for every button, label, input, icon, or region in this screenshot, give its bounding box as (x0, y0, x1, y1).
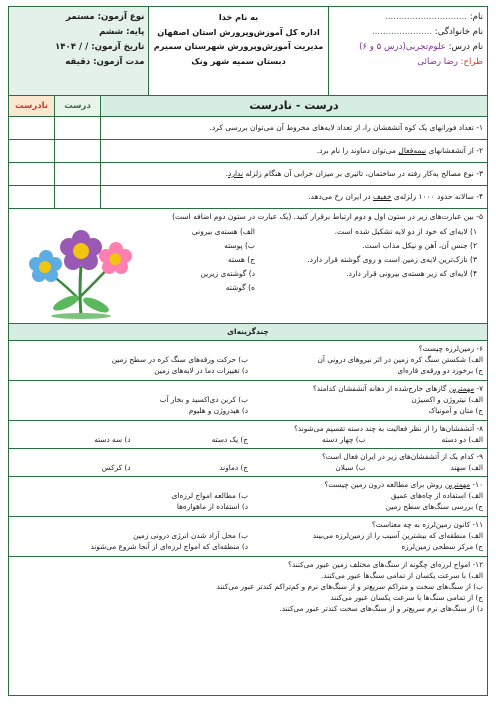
mc-question-7 (9, 381, 487, 421)
tf-underlined: خفیف (373, 192, 392, 201)
tf-row (9, 163, 487, 186)
mc-question-10 (9, 477, 487, 517)
mc-options (13, 434, 483, 445)
mc-section-title: چندگزینه‌ای (9, 324, 487, 341)
mc-option[interactable]: ج) از تمامی سنگ‌ها با سرعت یکسان عبور می‌کنند (330, 593, 483, 602)
mc-question-12 (9, 557, 487, 619)
wrong-header: نادرست (9, 96, 54, 116)
matching-prompt: ۵- بین عبارت‌های زیر در ستون اول و دوم ارتباط برقرار کنید. (یک عبارت در ستون دوم اضافه است) (172, 212, 483, 221)
mc-option[interactable]: د) منطقه‌ای که امواج لرزه‌ای از آنجا شروع می‌شوند (90, 542, 248, 551)
mc-option[interactable]: ب) سبلان (335, 463, 366, 472)
mc-options (13, 530, 483, 552)
mc-prompt-underlined: مهمترین (448, 384, 475, 393)
mc-prompt: ۷- مهمترین گازهای خارج‌شده از دهانه آتشفشان کدامند؟ (312, 384, 483, 393)
mc-question-6 (9, 341, 487, 381)
mc-option[interactable]: الف) دو دسته (441, 435, 483, 444)
matching-option: الف) هسته‌ی بیرونی (191, 227, 255, 236)
exam-sheet (8, 6, 488, 696)
family-label: نام خانوادگی: (434, 27, 483, 37)
tf-question (100, 140, 487, 162)
matching-option: د) گوشته‌ی زیرین (200, 269, 255, 278)
matching-option: ب) پوسته (224, 241, 255, 250)
exam-type: نوع آزمون: مستمر (65, 12, 145, 22)
mc-option[interactable]: د) از سنگ‌های نرم سریع‌تر و از سنگ‌های سخت کندتر عبور می‌کنند. (279, 604, 483, 613)
exam-info (9, 7, 148, 95)
tf-row (9, 186, 487, 209)
matching-item: ۳) نازک‌ترین لایه‌ی زمین است و روی گوشته قرار دارد. (307, 255, 477, 264)
mc-option[interactable]: د) استفاده از ماهواره‌ها (176, 502, 248, 511)
mc-option[interactable]: الف) منطقه‌ای که بیشترین آسیب را از زمین‌لرزه می‌بیند (312, 531, 483, 540)
tf-correct-box[interactable] (54, 163, 100, 185)
matching-item: ۲) جنس آن، آهن و نیکل مذاب است. (362, 241, 477, 250)
tf-text-end: می‌توان دماوند را نام برد. (316, 146, 399, 155)
mc-prompt: ۱۱- کانون زمین‌لرزه به چه معناست؟ (371, 520, 483, 529)
tf-text: ۴- سالانه حدود ۱۰۰۰ زلزله‌ی (391, 192, 483, 201)
lesson-value: علوم‌تجربی(درس ۵ و ۶) (359, 42, 446, 52)
mc-option[interactable]: الف) با سرعت یکسان از تمامی سنگ‌ها عبور می‌کنند. (320, 571, 483, 580)
tf-title: درست - نادرست (100, 96, 487, 116)
flower-pink (99, 242, 132, 274)
tf-question (100, 163, 487, 185)
mc-option[interactable]: د) هیدروژن و هلیوم (188, 406, 248, 415)
tf-wrong-box[interactable] (9, 163, 54, 185)
mc-option[interactable]: الف) استفاده از چاه‌های عمیق (390, 491, 483, 500)
mc-option[interactable]: الف) شکستن سنگ کره زمین در اثر نیروهای درونی آن (317, 355, 483, 364)
province-office: اداره کل آموزش‌وپرورش استان اصفهان (157, 26, 320, 37)
matching-item: ۴) لایه‌ای که زیر هسته‌ی بیرونی قرار دارد. (346, 269, 477, 278)
mc-option[interactable]: ب) محل آزاد شدن انرژی درونی زمین (133, 531, 248, 540)
mc-options (13, 490, 483, 512)
tf-text: ۲- از آتشفشانهای (426, 146, 483, 155)
tf-question (100, 186, 487, 208)
tf-wrong-box[interactable] (9, 117, 54, 139)
grade: پایه: ششم (99, 27, 145, 37)
tf-correct-box[interactable] (54, 186, 100, 208)
mc-option[interactable]: ب) چهار دسته (322, 435, 366, 444)
tf-wrong-box[interactable] (9, 140, 54, 162)
mc-option[interactable]: ب) کربن دی‌اکسید و بخار آب (159, 395, 248, 404)
mc-prompt: ۹- کدام یک از آتشفشان‌های زیر در ایران فعال است؟ (321, 452, 483, 461)
mc-option[interactable]: ج) دماوند (219, 463, 248, 472)
matching-question (9, 209, 487, 324)
tf-underlined: نیمه‌فعال (398, 146, 427, 155)
mc-option[interactable]: ج) یک دسته (211, 435, 248, 444)
mc-option[interactable]: ب) مطالعه امواج لرزه‌ای (171, 491, 248, 500)
bismillah: به نام خدا (218, 12, 259, 22)
mc-prompt: ۱۰- مهمترین روش برای مطالعه درون زمین چیست؟ (324, 480, 483, 489)
mc-option[interactable]: ب) حرکت ورقه‌های سنگ کره در سطح زمین (111, 355, 248, 364)
mc-option[interactable]: ج) بررسی سنگ‌های سطح زمین (385, 502, 483, 511)
flower-illustration (21, 221, 141, 319)
mc-question-8 (9, 421, 487, 449)
mc-option[interactable]: ب) از سنگ‌های سخت و متراکم سریع‌تر و از سنگ‌های نرم و کم‌تراکم کندتر عبور می‌کنند (216, 582, 483, 591)
mc-option[interactable]: د) تغییرات دما در لایه‌های زمین (154, 366, 248, 375)
school-name: دبستان سمیه شهر ونک (191, 55, 286, 66)
mc-prompt: ۸- آتشفشان‌ها را از نظر فعالیت به چند دسته تقسیم می‌شوند؟ (294, 424, 483, 433)
city-office: مدیریت آموزش‌وپرورش شهرستان سمیرم (153, 41, 324, 51)
mc-prompt: ۱۲- امواج لرزه‌ای چگونه از سنگ‌های مختلف زمین عبور می‌کنند؟ (288, 560, 483, 569)
mc-option[interactable]: ج) برخورد دو ورقه‌ی قاره‌ای (397, 366, 483, 375)
mc-options (13, 354, 483, 376)
tf-row (9, 140, 487, 163)
mc-option[interactable]: الف) سهند (450, 463, 483, 472)
school-info (148, 7, 327, 95)
designer-label: طراح: (460, 57, 483, 67)
exam-header (9, 7, 487, 96)
matching-option: ه) گوشته (225, 283, 255, 292)
tf-list (9, 117, 487, 209)
mc-option[interactable]: د) سه دسته (94, 435, 131, 444)
matching-column-b (175, 225, 255, 295)
flower-blue (29, 250, 62, 282)
flower-purple (60, 230, 102, 270)
tf-titlebar (9, 96, 487, 117)
family-field[interactable]: ...................... (371, 27, 433, 37)
matching-column-a (277, 225, 477, 281)
mc-question-11 (9, 517, 487, 557)
tf-text-end: در ایران رخ می‌دهد. (308, 192, 374, 201)
mc-option[interactable]: ج) مرکز سطحی زمین‌لرزه (401, 542, 483, 551)
tf-text: ۱- تعداد فورانهای یک کوه آتشفشان را، از تعداد لایه‌های مخروط آن می‌توان بررسی کرد. (209, 123, 483, 132)
tf-correct-box[interactable] (54, 140, 100, 162)
name-field[interactable]: .............................. (385, 12, 468, 22)
mc-options (13, 394, 483, 416)
tf-text: ۳- نوع مصالح به‌کار رفته در ساختمان، تاثیری بر میزان خرابی آن هنگام زلزله (243, 169, 483, 178)
exam-date: تاریخ آزمون: / / ۱۴۰۴ (54, 42, 145, 52)
tf-correct-box[interactable] (54, 117, 100, 139)
mc-options (13, 570, 483, 614)
mc-prompt: ۶- زمین‌لرزه چیست؟ (418, 344, 483, 353)
mc-question-9 (9, 449, 487, 477)
exam-duration: مدت آزمون: دقیقه (65, 57, 145, 67)
tf-underlined: ندارد (227, 169, 244, 178)
mc-options (13, 462, 483, 473)
matching-item: ۱) لایه‌ای که خود از دو لایه تشکیل شده است. (334, 227, 477, 236)
tf-text-end: . (225, 169, 228, 178)
mc-option[interactable]: د) کرکس (101, 463, 131, 472)
lesson-label: نام درس: (448, 42, 483, 52)
name-label: نام: (469, 12, 483, 22)
correct-header: درست (54, 96, 100, 116)
student-info (328, 7, 487, 95)
mc-option[interactable]: ج) متان و آمونیاک (428, 406, 483, 415)
matching-option: ج) هسته (227, 255, 255, 264)
tf-question (100, 117, 487, 139)
mc-option[interactable]: الف) نیتروژن و اکسیژن (411, 395, 483, 404)
mc-prompt-underlined: مهمترین (444, 480, 471, 489)
tf-row (9, 117, 487, 140)
tf-wrong-box[interactable] (9, 186, 54, 208)
designer-value: رضا رضائی (417, 57, 458, 67)
